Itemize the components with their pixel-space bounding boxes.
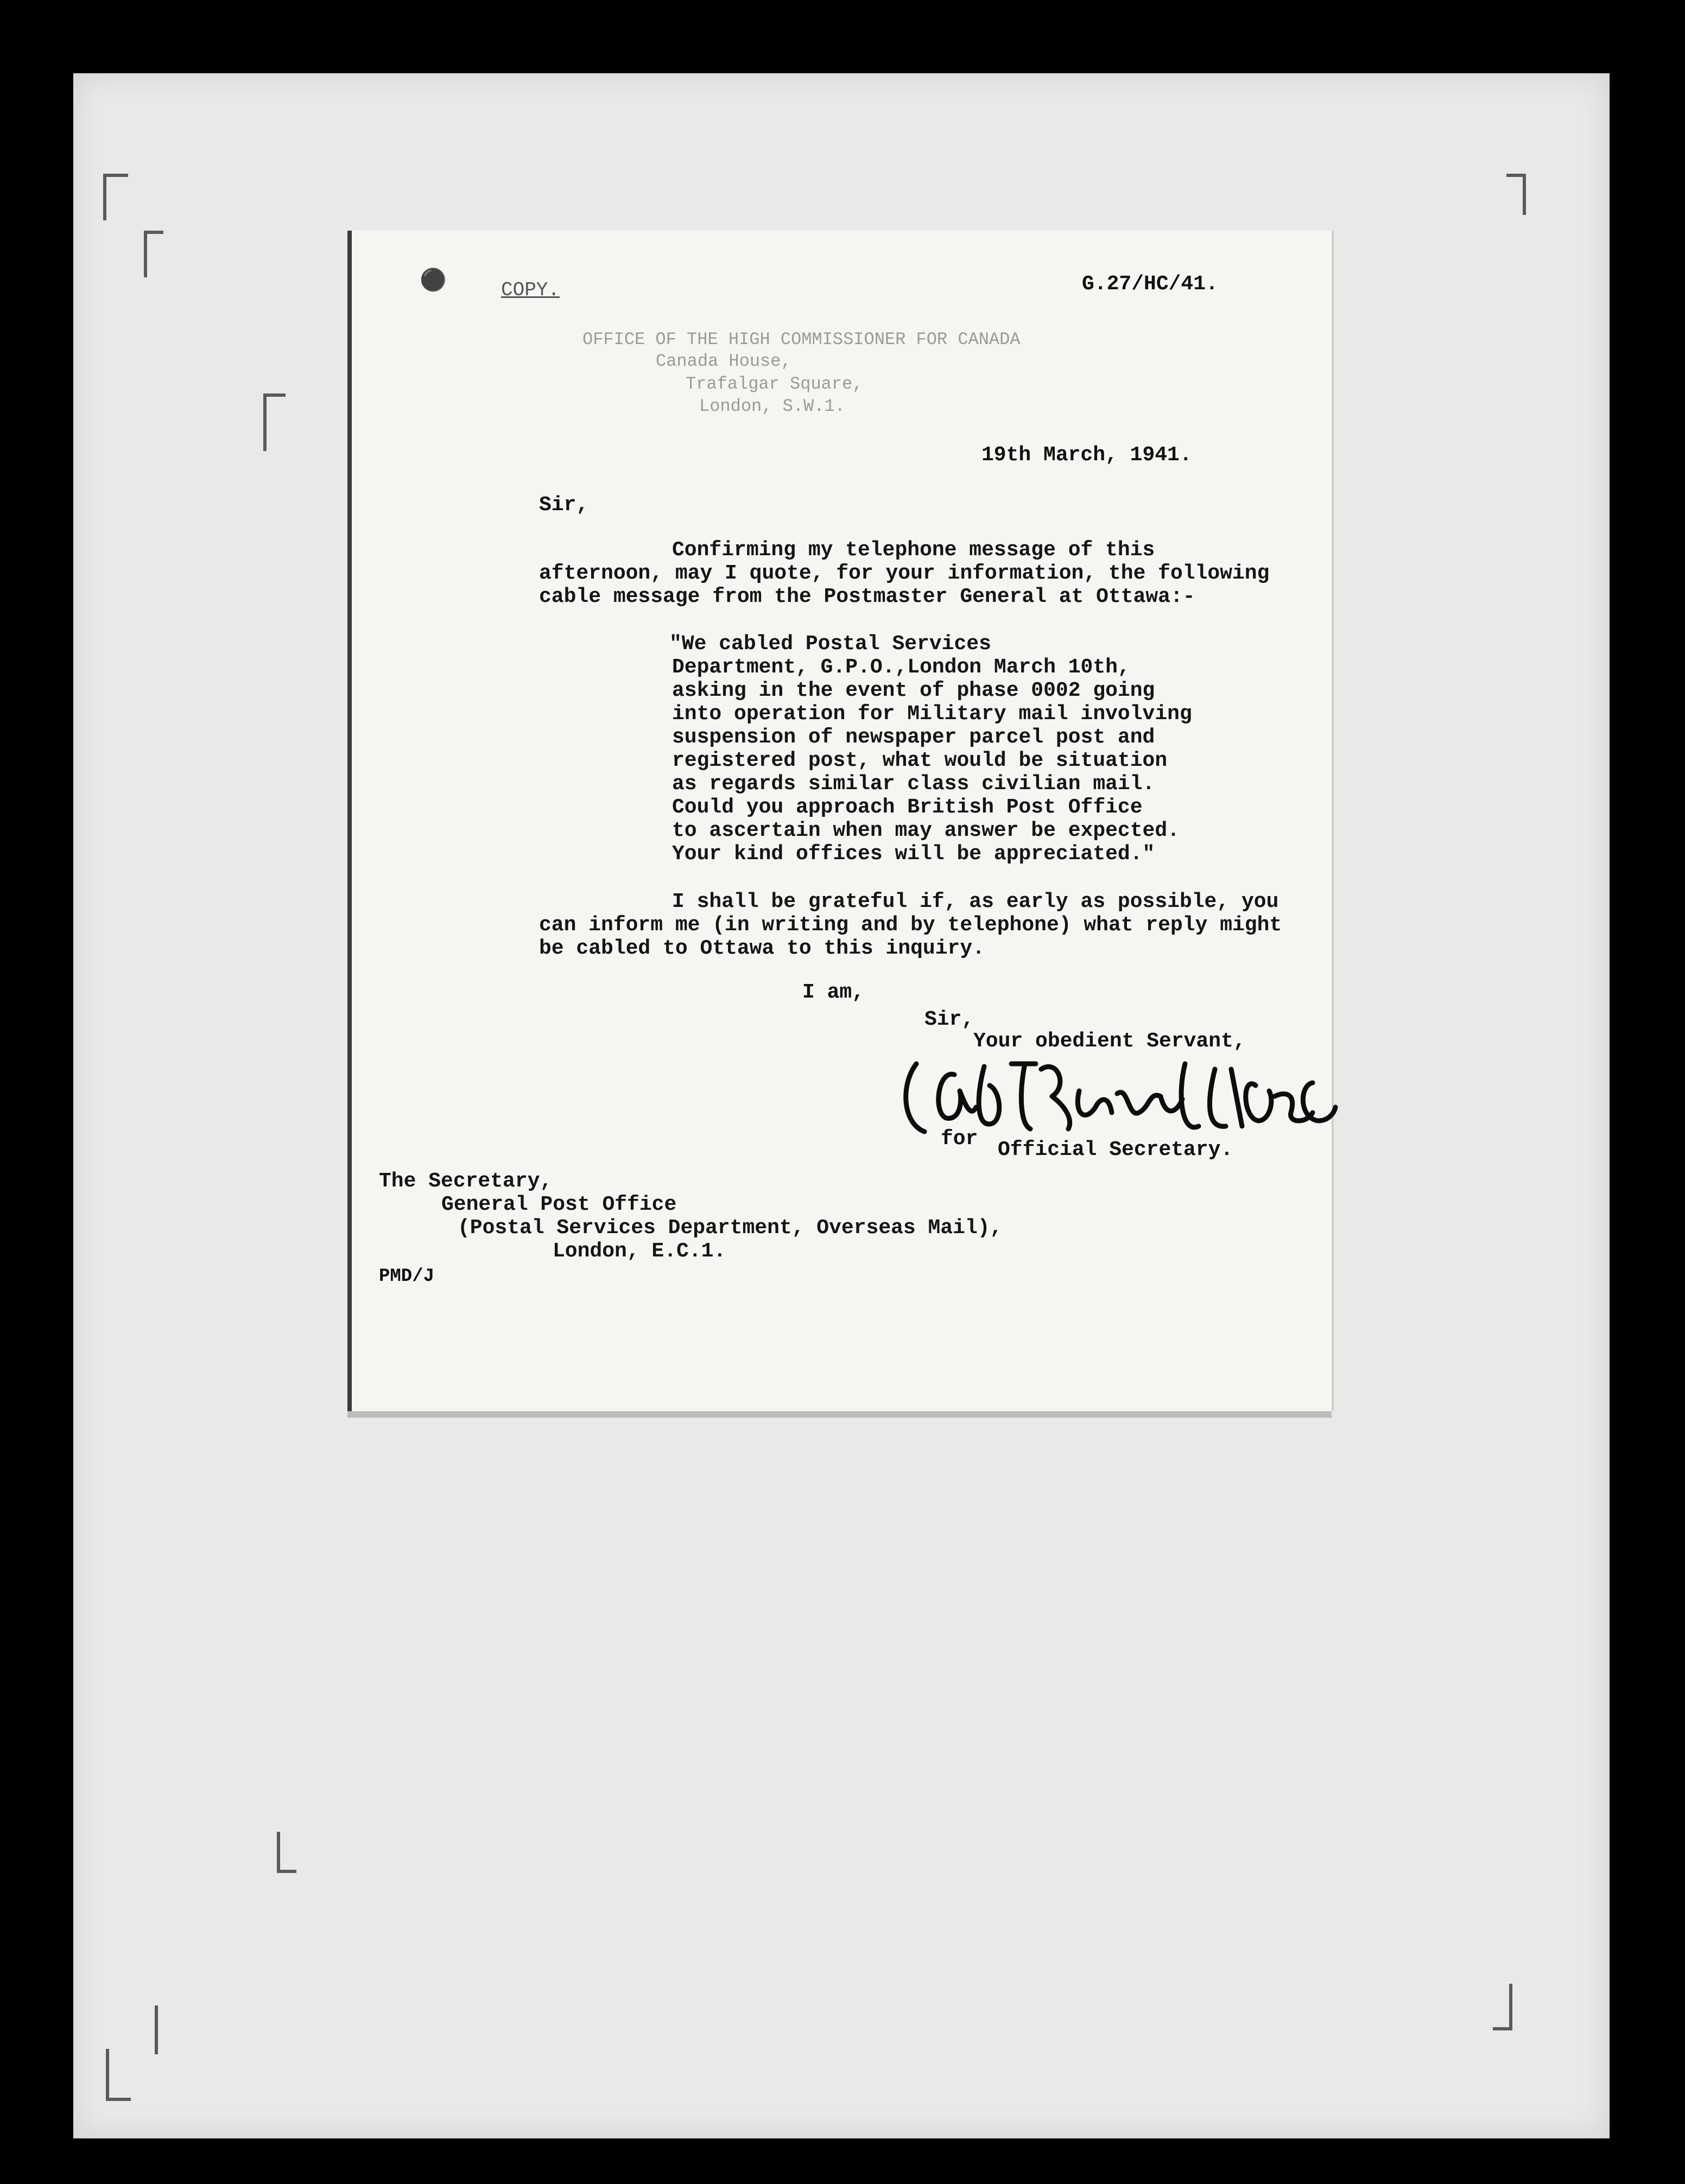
closing-sir: Sir, [924, 1008, 974, 1031]
letter-paper [347, 231, 1332, 1411]
letterhead-line-4: London, S.W.1. [699, 396, 845, 416]
crop-mark-bottom-right [1493, 1984, 1512, 2030]
closing-for: for [941, 1127, 978, 1151]
addressee-line-4: London, E.C.1. [553, 1240, 726, 1263]
paragraph-1-line-3: cable message from the Postmaster General at Ottawa:- [539, 585, 1195, 608]
quote-line-1: "We cabled Postal Services [669, 632, 991, 656]
copy-label: COPY. [501, 279, 560, 301]
paragraph-2-line-1: I shall be grateful if, as early as possible, you [672, 890, 1279, 913]
quote-line-9: to ascertain when may answer be expected. [672, 819, 1180, 842]
crop-mark-bottom-left [155, 2005, 174, 2054]
typist-initials: PMD/J [379, 1266, 435, 1287]
letterhead-line-3: Trafalgar Square, [686, 374, 863, 394]
quote-line-2: Department, G.P.O.,London March 10th, [672, 656, 1130, 679]
quote-line-10: Your kind offices will be appreciated." [672, 842, 1155, 866]
letterhead-line-2: Canada House, [656, 351, 791, 371]
quote-line-4: into operation for Military mail involving [672, 702, 1192, 726]
paragraph-2-line-2: can inform me (in writing and by telephone) what reply might [539, 913, 1282, 937]
ink-blot: ⚫ [420, 270, 447, 294]
addressee-line-3: (Postal Services Department, Overseas Mail), [458, 1216, 1003, 1240]
quote-line-7: as regards similar class civilian mail. [672, 772, 1155, 796]
reference-number: G.27/HC/41. [1082, 272, 1218, 296]
quote-line-8: Could you approach British Post Office [672, 796, 1143, 819]
letter-date: 19th March, 1941. [981, 443, 1192, 467]
letterhead-line-1: OFFICE OF THE HIGH COMMISSIONER FOR CANADA [582, 329, 1021, 350]
paragraph-1-line-2: afternoon, may I quote, for your information, the following [539, 562, 1270, 585]
paragraph-1-line-1: Confirming my telephone message of this [672, 538, 1155, 562]
crop-mark-top-right [1506, 174, 1526, 215]
addressee-line-2: General Post Office [441, 1193, 677, 1216]
paragraph-2-line-3: be cabled to Ottawa to this inquiry. [539, 937, 985, 960]
addressee-line-1: The Secretary, [379, 1170, 553, 1193]
closing-obedient-servant: Your obedient Servant, [973, 1030, 1246, 1053]
quote-line-6: registered post, what would be situation [672, 749, 1168, 772]
quote-line-5: suspension of newspaper parcel post and [672, 726, 1155, 749]
crop-mark-mid-left [263, 393, 286, 451]
crop-mark-top-left [103, 174, 128, 220]
crop-mark-lower-left [277, 1832, 296, 1873]
salutation: Sir, [539, 493, 589, 517]
closing-i-am: I am, [802, 981, 865, 1004]
crop-mark-bottom-left-outer [106, 2049, 131, 2101]
closing-title: Official Secretary. [998, 1138, 1233, 1161]
crop-mark-top-left-inner [144, 231, 163, 277]
quote-line-3: asking in the event of phase 0002 going [672, 679, 1155, 702]
